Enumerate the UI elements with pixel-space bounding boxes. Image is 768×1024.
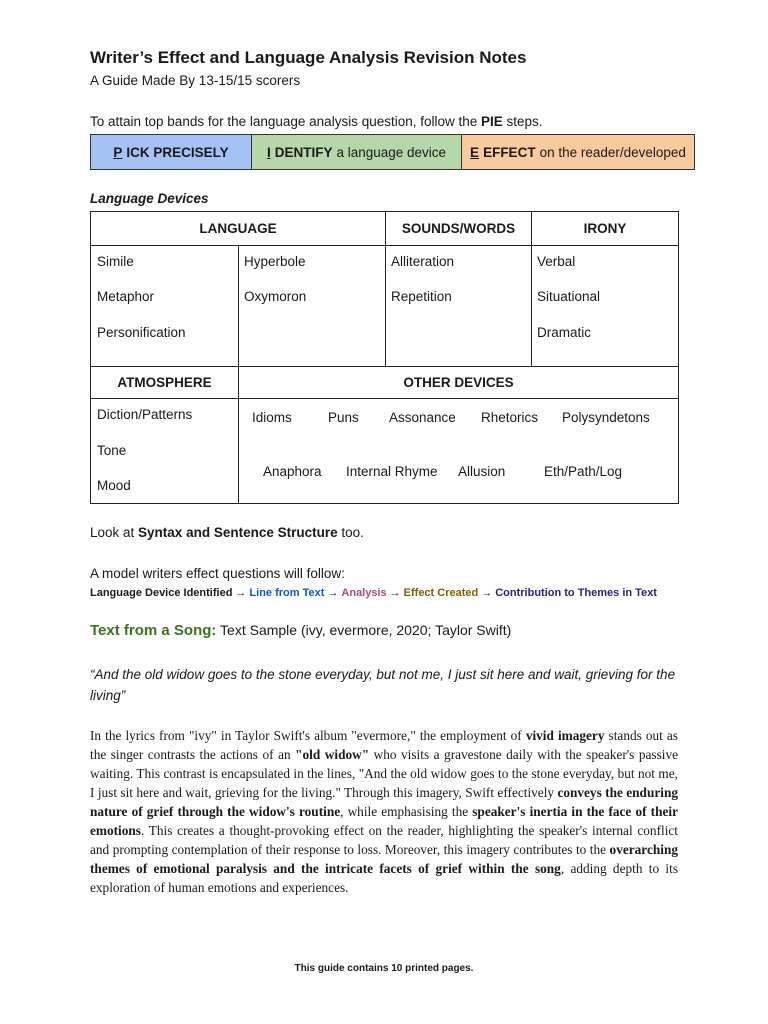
chain-arrow-2: → (327, 587, 339, 599)
pie-steps-bar (90, 134, 695, 170)
device-dramatic: Dramatic (537, 325, 592, 340)
model-intro: A model writers effect questions will follow: (90, 566, 345, 581)
analysis-text-4: , while emphasising the (340, 804, 473, 819)
device-allusion: Allusion (458, 464, 506, 479)
device-assonance: Assonance (389, 410, 456, 425)
pie-effect-letter: E (470, 144, 480, 160)
table2-header-divider (91, 398, 678, 399)
device-personification: Personification (97, 325, 186, 340)
device-hyperbole: Hyperbole (244, 254, 306, 269)
song-sample: Text Sample (ivy, evermore, 2020; Taylor Swift) (220, 622, 512, 638)
analysis-bold-1: vivid imagery (525, 728, 605, 743)
chain-arrow-4: → (481, 587, 493, 599)
pie-identify-cell (252, 135, 462, 169)
syntax-text: Look at (90, 525, 139, 540)
analysis-bold-4: speaker's inertia in the face of their emotions (90, 804, 678, 838)
device-simile: Simile (97, 254, 134, 269)
syntax-bold: Syntax and Sentence Structure (138, 525, 338, 540)
table1-divider-1 (238, 246, 239, 367)
analysis-text-2: stands out as the singer contrasts the actions of an (90, 728, 678, 762)
analysis-bold-2: "old widow" (295, 747, 370, 762)
other-devices-table (90, 366, 679, 504)
syntax-end: too. (337, 525, 364, 540)
header-irony: IRONY (583, 221, 627, 236)
device-repetition: Repetition (391, 289, 452, 304)
analysis-chain (90, 587, 657, 599)
analysis-text-5: . This creates a thought-provoking effect on the reader, highlighting the speaker's internal conflict and prompting contemplation of their response to loss. Moreover, this imagery contributes to the (90, 823, 678, 857)
analysis-text-3: who visits a gravestone daily with the speaker's passive waiting. This contrast is encapsulated in the lines, "And the old widow goes to the stone everyday, but not me, I just sit here and wait, grieving for the living." Through this imagery, Swift effectively (90, 747, 679, 800)
page-subtitle: A Guide Made By 13-15/15 scorers (90, 73, 301, 88)
song-quote: “And the old widow goes to the stone everyday, but not me, I just sit here and wait, grieving for the living” (90, 667, 676, 703)
analysis-bold-3: conveys the enduring nature of grief through the widow's routine (90, 785, 678, 819)
chain-device: Language Device Identified (90, 587, 233, 599)
device-idioms: Idioms (252, 410, 292, 425)
device-alliteration: Alliteration (391, 254, 455, 269)
analysis-text-1: In the lyrics from "ivy" in Taylor Swift's album "evermore," the employment of (90, 728, 526, 743)
intro-text: To attain top bands for the language analysis question, follow the (90, 114, 482, 129)
device-rhetorics: Rhetorics (481, 410, 539, 425)
language-devices-heading: Language Devices (90, 191, 209, 206)
header-sounds-words: SOUNDS/WORDS (401, 221, 516, 236)
pie-identify-word: DENTIFY (274, 144, 333, 160)
device-situational: Situational (537, 289, 601, 304)
chain-analysis: Analysis (341, 587, 387, 599)
pie-identify-text: a language device (336, 144, 447, 160)
pie-pick-text: ICK PRECISELY (126, 144, 229, 160)
chain-line: Line from Text (249, 587, 325, 599)
chain-arrow-1: → (235, 587, 247, 599)
device-polysyndetons: Polysyndetons (562, 410, 650, 425)
chain-themes: Contribution to Themes in Text (495, 587, 657, 599)
pie-intro (90, 114, 543, 129)
device-mood: Mood (97, 478, 131, 493)
chain-arrow-3: → (389, 587, 401, 599)
pie-pick-letter: P (113, 144, 123, 160)
device-tone: Tone (97, 443, 127, 458)
pie-effect-text: on the reader/developed (539, 144, 686, 160)
pie-acronym: PIE (481, 114, 503, 129)
analysis-text-6: , adding depth to its exploration of human emotions and experiences. (90, 861, 678, 895)
pie-pick-cell (91, 135, 252, 169)
device-diction-patterns: Diction/Patterns (97, 407, 193, 422)
device-metaphor: Metaphor (97, 289, 155, 304)
syntax-note (90, 525, 364, 540)
song-heading (90, 622, 511, 639)
intro-end: steps. (502, 114, 543, 129)
header-other-devices: OTHER DEVICES (403, 374, 514, 390)
device-verbal: Verbal (537, 254, 576, 269)
pie-effect-word: EFFECT (483, 144, 536, 160)
song-label: Text from a Song: (90, 622, 217, 639)
model-analysis-paragraph (90, 726, 678, 897)
pie-effect-cell (462, 135, 694, 169)
device-anaphora: Anaphora (263, 464, 322, 479)
language-devices-table (90, 211, 679, 367)
device-puns: Puns (328, 410, 359, 425)
chain-effect: Effect Created (403, 587, 479, 599)
header-atmosphere: ATMOSPHERE (117, 374, 212, 390)
page-footer: This guide contains 10 printed pages. (294, 963, 474, 974)
header-language: LANGUAGE (199, 221, 277, 236)
page-title: Writer’s Effect and Language Analysis Revision Notes (90, 48, 527, 67)
device-eth-path-log: Eth/Path/Log (544, 464, 623, 479)
device-internal-rhyme: Internal Rhyme (346, 464, 438, 479)
analysis-bold-5: overarching themes of emotional paralysis and the intricate facets of grief within the song (90, 842, 678, 876)
device-oxymoron: Oxymoron (244, 289, 307, 304)
pie-identify-letter: I (266, 144, 271, 160)
